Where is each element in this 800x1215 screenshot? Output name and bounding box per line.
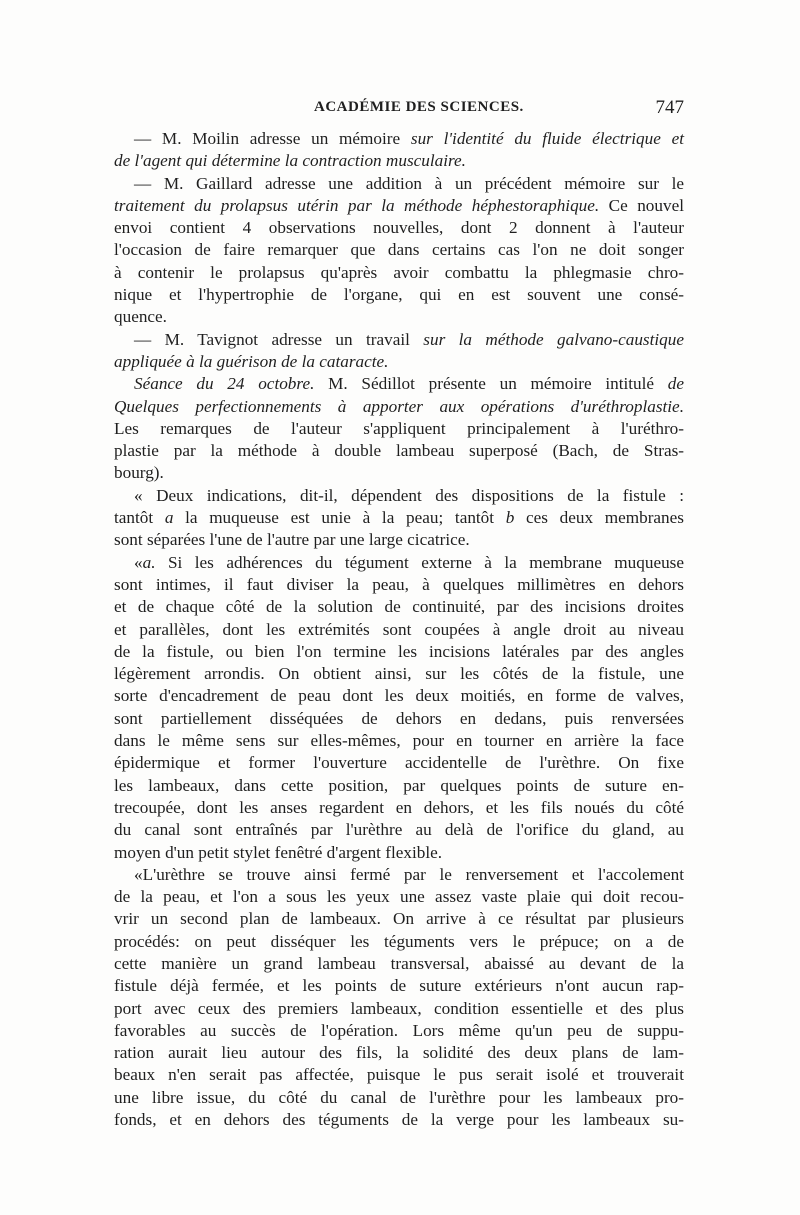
text-run: a. — [142, 552, 156, 572]
body-text — [114, 128, 684, 1131]
text-run: — M. Tavignot adresse un travail — [134, 329, 424, 349]
text-line — [114, 931, 684, 953]
text-line — [114, 552, 684, 574]
text-run: une libre issue, du côté du canal de l'urèthre pour les lambeaux pro- — [114, 1087, 684, 1107]
text-line — [114, 953, 684, 975]
text-run: Quelques perfectionnements à apporter aux opérations d'uréthroplastie. — [114, 396, 684, 416]
text-run: fistule déjà fermée, et les points de suture extérieurs n'ont aucun rap- — [114, 976, 684, 996]
text-run: du canal sont entraînés par l'urèthre au delà de l'orifice du gland, au — [114, 820, 684, 840]
text-run: Si les adhérences du tégument externe à la membrane muqueuse — [155, 552, 684, 572]
text-run: épidermique et former l'ouverture accidentelle de l'urèthre. On fixe — [114, 753, 684, 773]
text-line — [114, 775, 684, 797]
text-line — [114, 1064, 684, 1086]
text-run: beaux n'en serait pas affectée, puisque le pus serait isolé et trouverait — [114, 1065, 684, 1085]
text-run: sont partiellement disséquées de dehors en dedans, puis renversées — [114, 708, 684, 728]
text-line — [114, 217, 684, 239]
text-run: b — [505, 508, 515, 528]
text-run: ces deux membranes — [514, 508, 684, 528]
text-run: à contenir le prolapsus qu'après avoir combattu la phlegmasie chro- — [114, 262, 684, 282]
text-run: envoi contient 4 observations nouvelles, dont 2 donnent à l'auteur — [114, 218, 684, 238]
text-line — [114, 128, 684, 150]
text-run: de la fistule, ou bien l'on termine les incisions latérales par des angles — [114, 641, 684, 661]
text-run: trecoupée, dont les anses regardent en dehors, et les fils noués du côté — [114, 797, 684, 817]
text-line — [114, 1042, 684, 1064]
text-line — [114, 529, 684, 551]
text-run: Ce nouvel — [599, 195, 684, 215]
text-run: dans le même sens sur elles-mêmes, pour en tourner en arrière la face — [114, 731, 684, 751]
text-line — [114, 373, 684, 395]
text-line — [114, 574, 684, 596]
text-line — [114, 396, 684, 418]
text-run: quence. — [114, 307, 167, 327]
text-line — [114, 663, 684, 685]
text-line — [114, 619, 684, 641]
text-run: la muqueuse est unie à la peau; tantôt — [173, 508, 506, 528]
text-run: favorables au succès de l'opération. Lors même qu'un peu de suppu- — [114, 1020, 684, 1040]
text-run: a — [164, 508, 174, 528]
text-line — [114, 150, 684, 172]
text-run: procédés: on peut disséquer les téguments vers le prépuce; on a de — [114, 931, 684, 951]
text-line — [114, 1087, 684, 1109]
text-run: Les remarques de l'auteur s'appliquent principalement à l'uréthro- — [114, 418, 684, 438]
page-header — [114, 99, 684, 125]
running-title: ACADÉMIE DES SCIENCES. — [314, 99, 524, 115]
text-run: tantôt — [114, 508, 165, 528]
text-line — [114, 596, 684, 618]
text-line — [114, 908, 684, 930]
text-run: sont séparées l'une de l'autre par une large cicatrice. — [114, 530, 470, 550]
text-line — [114, 195, 684, 217]
text-run: fonds, et en dehors des téguments de la verge pour les lambeaux su- — [114, 1110, 684, 1130]
text-run: sur l'identité du fluide électrique et — [410, 129, 684, 148]
text-run: de l'agent qui détermine la contraction musculaire. — [114, 151, 466, 171]
text-line — [114, 641, 684, 663]
text-line — [114, 819, 684, 841]
text-line — [114, 306, 684, 328]
text-run: plastie par la méthode à double lambeau superposé (Bach, de Stras- — [114, 441, 684, 461]
text-run: bourg). — [114, 463, 164, 483]
text-line — [114, 886, 684, 908]
text-line — [114, 440, 684, 462]
text-line — [114, 173, 684, 195]
text-line — [114, 730, 684, 752]
text-line — [114, 418, 684, 440]
text-run: Séance du 24 octobre. — [134, 374, 315, 394]
text-run: l'occasion de faire remarquer que dans certains cas l'on ne doit songer — [114, 240, 684, 260]
text-line — [114, 284, 684, 306]
text-run: — M. Moilin adresse un mémoire — [134, 129, 411, 148]
text-run: — M. Gaillard adresse une addition à un précédent mémoire sur le — [134, 173, 684, 193]
text-line — [114, 262, 684, 284]
text-line — [114, 485, 684, 507]
text-line — [114, 708, 684, 730]
text-line — [114, 842, 684, 864]
text-run: et de chaque côté de la solution de continuité, par des incisions droites — [114, 597, 684, 617]
text-run: légèrement arrondis. On obtient ainsi, sur les côtés de la fistule, une — [114, 664, 684, 684]
text-run: nique et l'hypertrophie de l'organe, qui en est souvent une consé- — [114, 285, 684, 305]
text-line — [114, 685, 684, 707]
text-line — [114, 351, 684, 373]
text-run: moyen d'un petit stylet fenêtré d'argent flexible. — [114, 842, 443, 862]
text-run: sur la méthode galvano-caustique — [423, 329, 684, 349]
text-line — [114, 797, 684, 819]
text-run: sorte d'encadrement de peau dont les deux moitiés, en forme de valves, — [114, 686, 684, 706]
text-line — [114, 1109, 684, 1131]
text-run: « — [134, 552, 143, 572]
text-run: cette manière un grand lambeau transversal, abaissé au devant de la — [114, 953, 684, 973]
text-line — [114, 507, 684, 529]
text-line — [114, 752, 684, 774]
text-run: ration aurait lieu autour des fils, la solidité des deux plans de lam- — [114, 1043, 684, 1063]
text-run: de la peau, et l'on a sous les yeux une assez vaste plaie qui doit recou- — [114, 887, 684, 907]
text-run: sont intimes, il faut diviser la peau, à quelques millimètres en dehors — [114, 574, 684, 594]
text-line — [114, 998, 684, 1020]
text-line — [114, 1020, 684, 1042]
text-line — [114, 239, 684, 261]
page-number: 747 — [655, 97, 684, 118]
text-line — [114, 329, 684, 351]
text-run: M. Sédillot présente un mémoire intitulé — [314, 374, 668, 394]
text-line — [114, 975, 684, 997]
text-run: et parallèles, dont les extrémités sont coupées à angle droit au niveau — [114, 619, 684, 639]
text-line — [114, 462, 684, 484]
text-run: vrir un second plan de lambeaux. On arrive à ce résultat par plusieurs — [114, 909, 684, 929]
text-line — [114, 864, 684, 886]
text-run: « Deux indications, dit-il, dépendent des dispositions de la fistule : — [134, 485, 684, 505]
text-run: les lambeaux, dans cette position, par quelques points de suture en- — [114, 775, 684, 795]
text-run: port avec ceux des premiers lambeaux, condition essentielle et des plus — [114, 998, 684, 1018]
text-run: «L'urèthre se trouve ainsi fermé par le renversement et l'accolement — [134, 864, 684, 884]
text-run: traitement du prolapsus utérin par la méthode héphestoraphique. — [114, 195, 600, 215]
text-run: appliquée à la guérison de la cataracte. — [114, 351, 389, 371]
text-run: de — [667, 374, 684, 394]
